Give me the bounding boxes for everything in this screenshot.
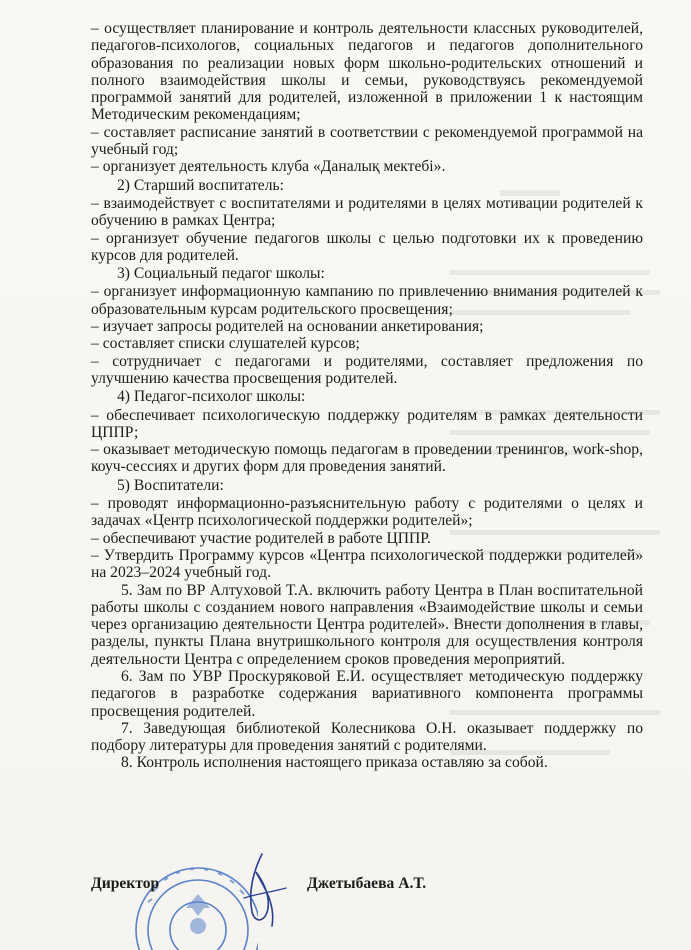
document-body — [91, 20, 643, 772]
section-heading: 4) Педагог-психолог школы: — [117, 388, 306, 406]
paragraph: – сотрудничает с педагогами и родителями, составляет предложения по улучшению качества просвещения родителей. — [91, 352, 643, 387]
paragraph: – составляет расписание занятий в соответствии с рекомендуемой программой на учебный год; — [91, 123, 643, 159]
numbered-paragraph: 7. Заведующая библиотекой Колесникова О.Н. оказывает поддержку по подбору литературы для проведения занятий с родителями. — [91, 719, 643, 755]
numbered-paragraph: 6. Зам по УВР Проскуряковой Е.И. осуществляет методическую поддержку педагогов в разработке содержания вариативного компонента программы просвещения родителей. — [91, 667, 643, 720]
section-heading: 2) Старший воспитатель: — [117, 176, 284, 194]
paragraph: – проводят информационно-разъяснительную работу с родителями о целях и задачах «Центр психологической поддержки родителей»; — [91, 495, 643, 530]
section-heading: 3) Социальный педагог школы: — [117, 265, 325, 283]
paragraph: – организует деятельность клуба «Даналық мектебі». — [91, 158, 446, 176]
paragraph: – организует обучение педагогов школы с целью подготовки их к проведению курсов для родителей. — [91, 229, 643, 264]
handwritten-signature — [232, 850, 292, 930]
paragraph: – организует информационную кампанию по привлечению внимания родителей к образовательным курсам родительского просвещения; — [91, 283, 643, 318]
section-heading: 5) Воспитатели: — [117, 476, 224, 494]
signatory-role: Директор — [91, 875, 160, 892]
signatory-name: Джетыбаева А.Т. — [307, 875, 427, 892]
paragraph: – Утвердить Программу курсов «Центра психологической поддержки родителей» на 2023–2024 учебный год. — [91, 546, 643, 582]
paragraph: – составляет списки слушателей курсов; — [91, 335, 360, 353]
paragraph: – обеспечивает психологическую поддержку родителям в рамках деятельности ЦППР; — [91, 406, 643, 441]
numbered-paragraph: 5. Зам по ВР Алтуховой Т.А. включить работу Центра в План воспитательной работы школы с созданием нового направления «Взаимодействие школы и семьи через организацию деятельности Центра родителей». Внести дополнения в главы, разделы, пункты Плана внутришкольного контроля для осуществления контроля деятельности Центра с определением сроков проведения мероприятий. — [91, 581, 643, 668]
paragraph: – осуществляет планирование и контроль деятельности классных руководителей, педагогов-психологов, социальных педагогов и педагогов дополнительного образования по реализации новых форм школьно-родительских отношений и полного взаимодействия школы и семьи, руководствуясь рекомендуемой программой занятий для родителей, изложенной в приложении 1 к настоящим Методическим рекомендациям; — [91, 20, 643, 124]
paragraph: – изучает запросы родителей на основании анкетирования; — [91, 318, 484, 336]
paragraph: – оказывает методическую помощь педагогам в проведении тренингов, work-shop, коуч-сессиях и других форм для проведения занятий. — [91, 441, 643, 476]
paragraph: – обеспечивают участие родителей в работе ЦППР. — [91, 529, 431, 547]
numbered-paragraph: 8. Контроль исполнения настоящего приказа оставляю за собой. — [121, 754, 548, 772]
paragraph: – взаимодействует с воспитателями и родителями в целях мотивации родителей к обучению в рамках Центра; — [91, 194, 643, 230]
